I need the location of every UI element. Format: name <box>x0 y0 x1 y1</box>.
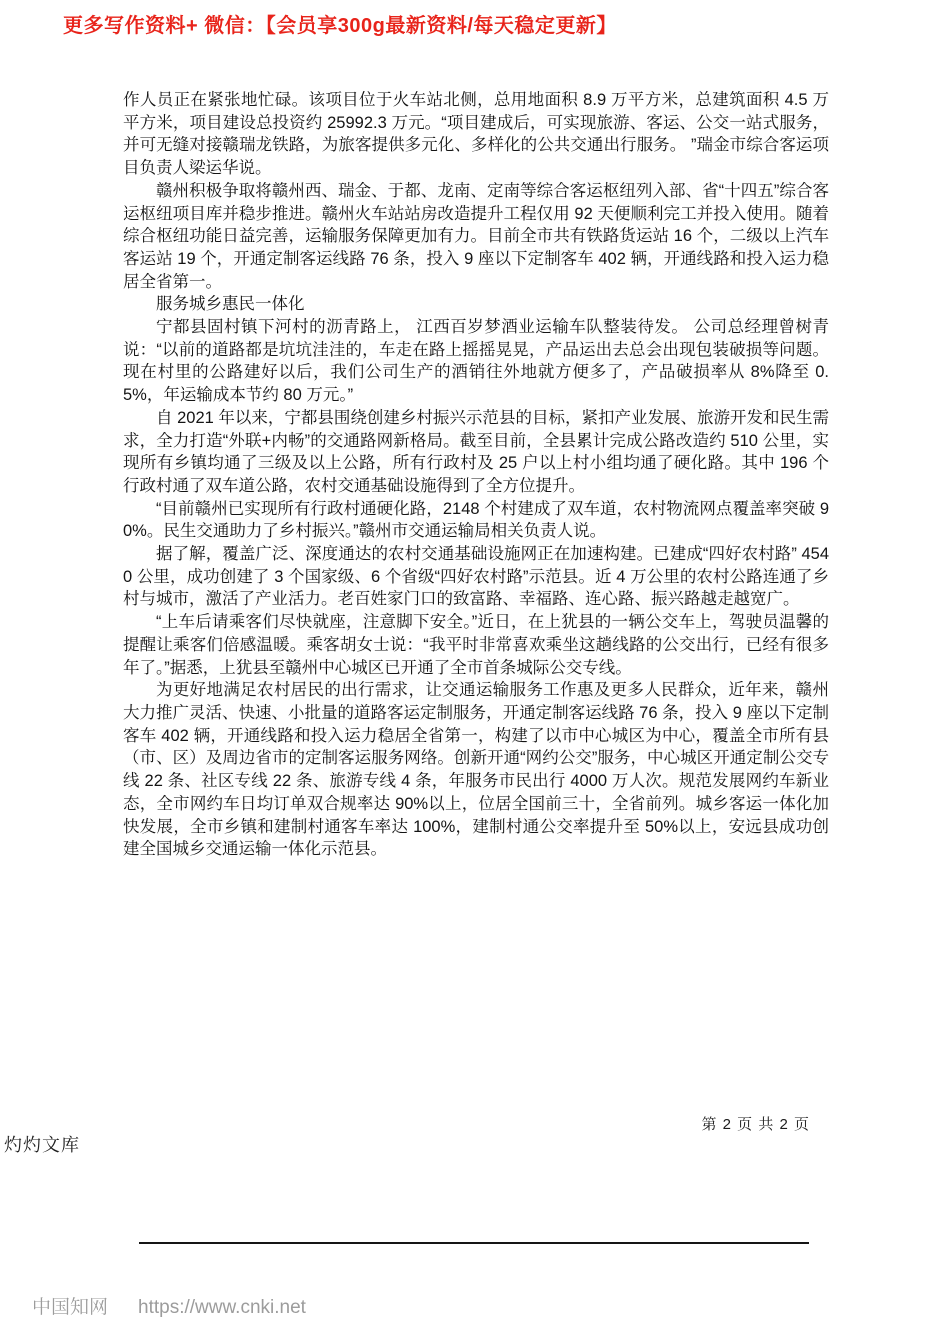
library-name-label: 灼灼文库 <box>4 1135 80 1155</box>
cnki-watermark <box>32 1292 306 1319</box>
promo-header-text: 更多写作资料+ 微信：【会员享300g最新资料/每天稳定更新】 <box>63 15 617 37</box>
section-heading: 服务城乡惠民一体化 <box>156 295 305 314</box>
cnki-brand-label: 中国知网 <box>32 1297 109 1318</box>
paragraph-continuation: 作人员正在紧张地忙碌。该项目位于火车站北侧，总用地面积 8.9 万平方米，总建筑面积 4.5 万平方米，项目建设总投资约 25992.3 万元。“项目建成后，可实现旅游、客运、公交一站式服务，并可无缝对接赣瑞龙铁路，为旅客提供多元化、多样化的公共交通出行服务。 ”瑞金市综合客运项目负责人梁运华说。 <box>123 91 829 178</box>
paragraph: 据了解，覆盖广泛、深度通达的农村交通基础设施网正在加速构建。已建成“四好农村路” 4540 公里，成功创建了 3 个国家级、6 个省级“四好农村路”示范县。近 4 万公里的农村公路连通了乡村与城市，激活了产业活力。老百姓家门口的致富路、幸福路、连心路、振兴路越走越宽广。 <box>123 545 829 609</box>
paragraph: 宁都县固村镇下河村的沥青路上， 江西百岁梦酒业运输车队整装待发。 公司总经理曾树青说：“以前的道路都是坑坑洼洼的，车走在路上摇摇晃晃，产品运出去总会出现包装破损等问题。现在村里的公路建好以后，我们公司生产的酒销往外地就方便多了，产品破损率从 8%降至 0.5%，年运输成本节约 80 万元。” <box>123 318 829 405</box>
paragraph: 自 2021 年以来，宁都县围绕创建乡村振兴示范县的目标，紧扣产业发展、旅游开发和民生需求，全力打造“外联+内畅”的交通路网新格局。截至目前，全县累计完成公路改造约 510 公里，实现所有乡镇均通了三级及以上公路，所有行政村及 25 户以上村小组均通了硬化路。其中 196 个行政村通了双车道公路，农村交通基础设施得到了全方位提升。 <box>123 408 829 495</box>
footer-divider-line <box>139 1242 809 1244</box>
document-body <box>123 89 829 861</box>
paragraph: 为更好地满足农村居民的出行需求，让交通运输服务工作惠及更多人民群众，近年来，赣州大力推广灵活、快速、小批量的道路客运定制服务，开通定制客运线路 76 条，投入 9 座以下定制客车 402 辆，开通线路和投入运力稳居全省第一，构建了以市中心城区为中心，覆盖全市所有县（市、区）及周边省市的定制客运服务网络。创新开通“网约公交”服务，中心城区开通定制公交专线 22 条、社区专线 22 条、旅游专线 4 条，年服务市民出行 4000 万人次。规范发展网约车新业态，全市网约车日均订单双合规率达 90%以上，位居全国前三十，全省前列。城乡客运一体化加快发展，全市乡镇和建制村通客车率达 100%，建制村通公交率提升至 50%以上，安远县成功创建全国城乡交通运输一体化示范县。 <box>123 681 829 859</box>
paragraph: “上车后请乘客们尽快就座，注意脚下安全。”近日，在上犹县的一辆公交车上，驾驶员温馨的提醒让乘客们倍感温暖。乘客胡女士说：“我平时非常喜欢乘坐这趟线路的公交出行，已经有很多年了。”据悉，上犹县至赣州中心城区已开通了全市首条城际公交专线。 <box>123 613 829 677</box>
page-number-indicator: 第 2 页 共 2 页 <box>701 1116 810 1133</box>
paragraph: 赣州积极争取将赣州西、瑞金、于都、龙南、定南等综合客运枢纽列入部、省“十四五”综合客运枢纽项目库并稳步推进。赣州火车站站房改造提升工程仅用 92 天便顺利完工并投入使用。随着综合枢纽功能日益完善，运输服务保障更加有力。目前全市共有铁路货运站 16 个，二级以上汽车客运站 19 个，开通定制客运线路 76 条，投入 9 座以下定制客车 402 辆，开通线路和投入运力稳居全省第一。 <box>123 181 829 291</box>
cnki-url-text: https://www.cnki.net <box>138 1297 306 1318</box>
paragraph: “目前赣州已实现所有行政村通硬化路，2148 个村建成了双车道，农村物流网点覆盖率突破 90%。民生交通助力了乡村振兴。”赣州市交通运输局相关负责人说。 <box>123 499 829 541</box>
